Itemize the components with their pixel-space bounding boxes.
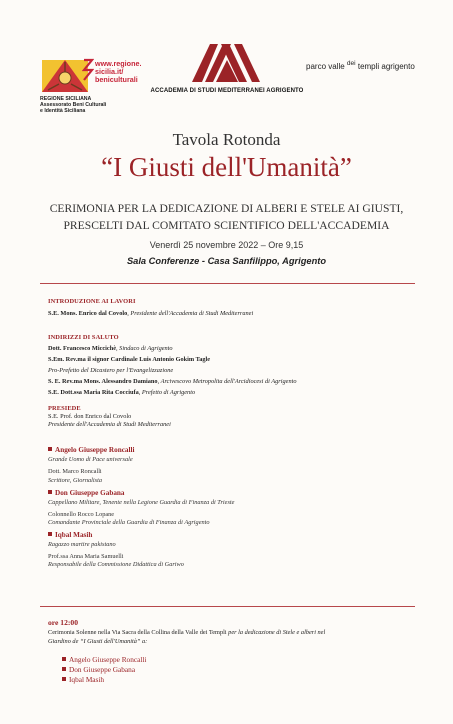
event-date: Venerdì 25 novembre 2022 – Ore 9,15 (149, 240, 304, 250)
parco-valle-templi-logo: parco valle $^{dei}$ templi agrigento (306, 60, 415, 71)
event-subtitle: CERIMONIA PER LA DEDICAZIONE DI ALBERI E STELE AI GIUSTI, PRESCELTI DAL COMITATO SCIENTIFICO DELL'ACCADEMIA (49, 202, 404, 232)
ceremony-list-item: Don Giuseppe Gabana (62, 665, 135, 674)
event-title: “I Giusti dell'Umanità” (101, 152, 352, 182)
giusto-desc: Cappellano Militare, Tenente nella Legione Guardia di Finanza di Trieste (48, 499, 235, 506)
giusto-name: Angelo Giuseppe Roncalli (48, 446, 134, 454)
speaker-name: Prof.ssa Anna Maria Samuelli (48, 553, 124, 560)
accademia-mark-icon (192, 42, 262, 84)
intro-line: S.E. Mons. Enrico dal Covolo, Presidente dell'Accademia di Studi Mediterranei (48, 310, 254, 317)
giusto-desc: Ragazzo martire pakistano (48, 541, 116, 548)
speaker-name: Colonnello Rocco Lopane (48, 511, 115, 518)
ceremony-description: Cerimonia Solenne nella Via Sacra della Collina della Valle dei Templi per la dedicazione di Stele e alberi nel Giardino de “I Giusti dell'Umanità” a: (48, 629, 326, 645)
bullet-square-icon (48, 490, 52, 494)
bullet-square-icon (62, 677, 66, 681)
accademia-logo (192, 42, 262, 89)
ceremony-list-item: Iqbal Masih (62, 675, 104, 684)
intro-heading: INTRODUZIONE AI LAVORI (48, 298, 136, 305)
saluto-line-3: Pro-Prefetto del Dicastero per l'Evangelizzazione (48, 367, 174, 374)
regione-siciliana-text: REGIONE SICILIANA Assessorato Beni Culturali e Identità Siciliana (40, 96, 107, 115)
bullet-square-icon (48, 447, 52, 451)
saluto-line-5: S.E. Dott.ssa Maria Rita Cocciufa, Prefetto di Agrigento (48, 389, 196, 396)
speaker-name: Dott. Marco Roncalli (48, 468, 102, 475)
giusto-desc: Grande Uomo di Pace universale (48, 456, 133, 463)
divider-top (40, 283, 415, 284)
saluto-line-2: S.Em. Rev.ma il signor Cardinale Luis Antonio Gokim Tagle (48, 356, 211, 363)
ceremony-time: ore 12:00 (48, 618, 79, 627)
presiede-name: S.E. Prof. don Enrico dal Covolo (48, 413, 132, 420)
beniculturali-web-text: www.regione. sicilia.it/ beniculturali (95, 59, 142, 84)
saluto-heading: INDIRIZZI DI SALUTO (48, 334, 119, 341)
presiede-role: Presidente dell'Accademia di Studi Mediterranei (48, 421, 171, 428)
ceremony-list-item: Angelo Giuseppe Roncalli (62, 655, 146, 664)
accademia-name: ACCADEMIA DI STUDI MEDITERRANEI AGRIGENTO (150, 88, 304, 94)
saluto-line-1: Dott. Francesco Miccichè, Sindaco di Agrigento (48, 345, 173, 352)
speaker-role: Scrittore, Giornalista (48, 477, 102, 484)
event-kicker: Tavola Rotonda (172, 130, 281, 149)
speaker-role: Responsabile della Commissione Didattica di Gariwo (48, 561, 184, 568)
presiede-heading: PRESIEDE (48, 405, 81, 412)
bullet-square-icon (62, 657, 66, 661)
bullet-square-icon (62, 667, 66, 671)
divider-bottom (40, 606, 415, 607)
speaker-role: Comandante Provinciale della Guardia di Finanza di Agrigento (48, 519, 210, 526)
bullet-square-icon (48, 532, 52, 536)
event-venue: Sala Conferenze - Casa Sanfilippo, Agrigento (126, 256, 327, 266)
saluto-line-4: S. E. Rev.ma Mons. Alessandro Damiano, Arcivescovo Metropolita dell'Arcidiocesi di Agrigento (48, 378, 297, 385)
giusto-name: Don Giuseppe Gabana (48, 489, 125, 497)
web-logo-icon (82, 58, 94, 87)
giusto-name: Iqbal Masih (48, 531, 92, 539)
